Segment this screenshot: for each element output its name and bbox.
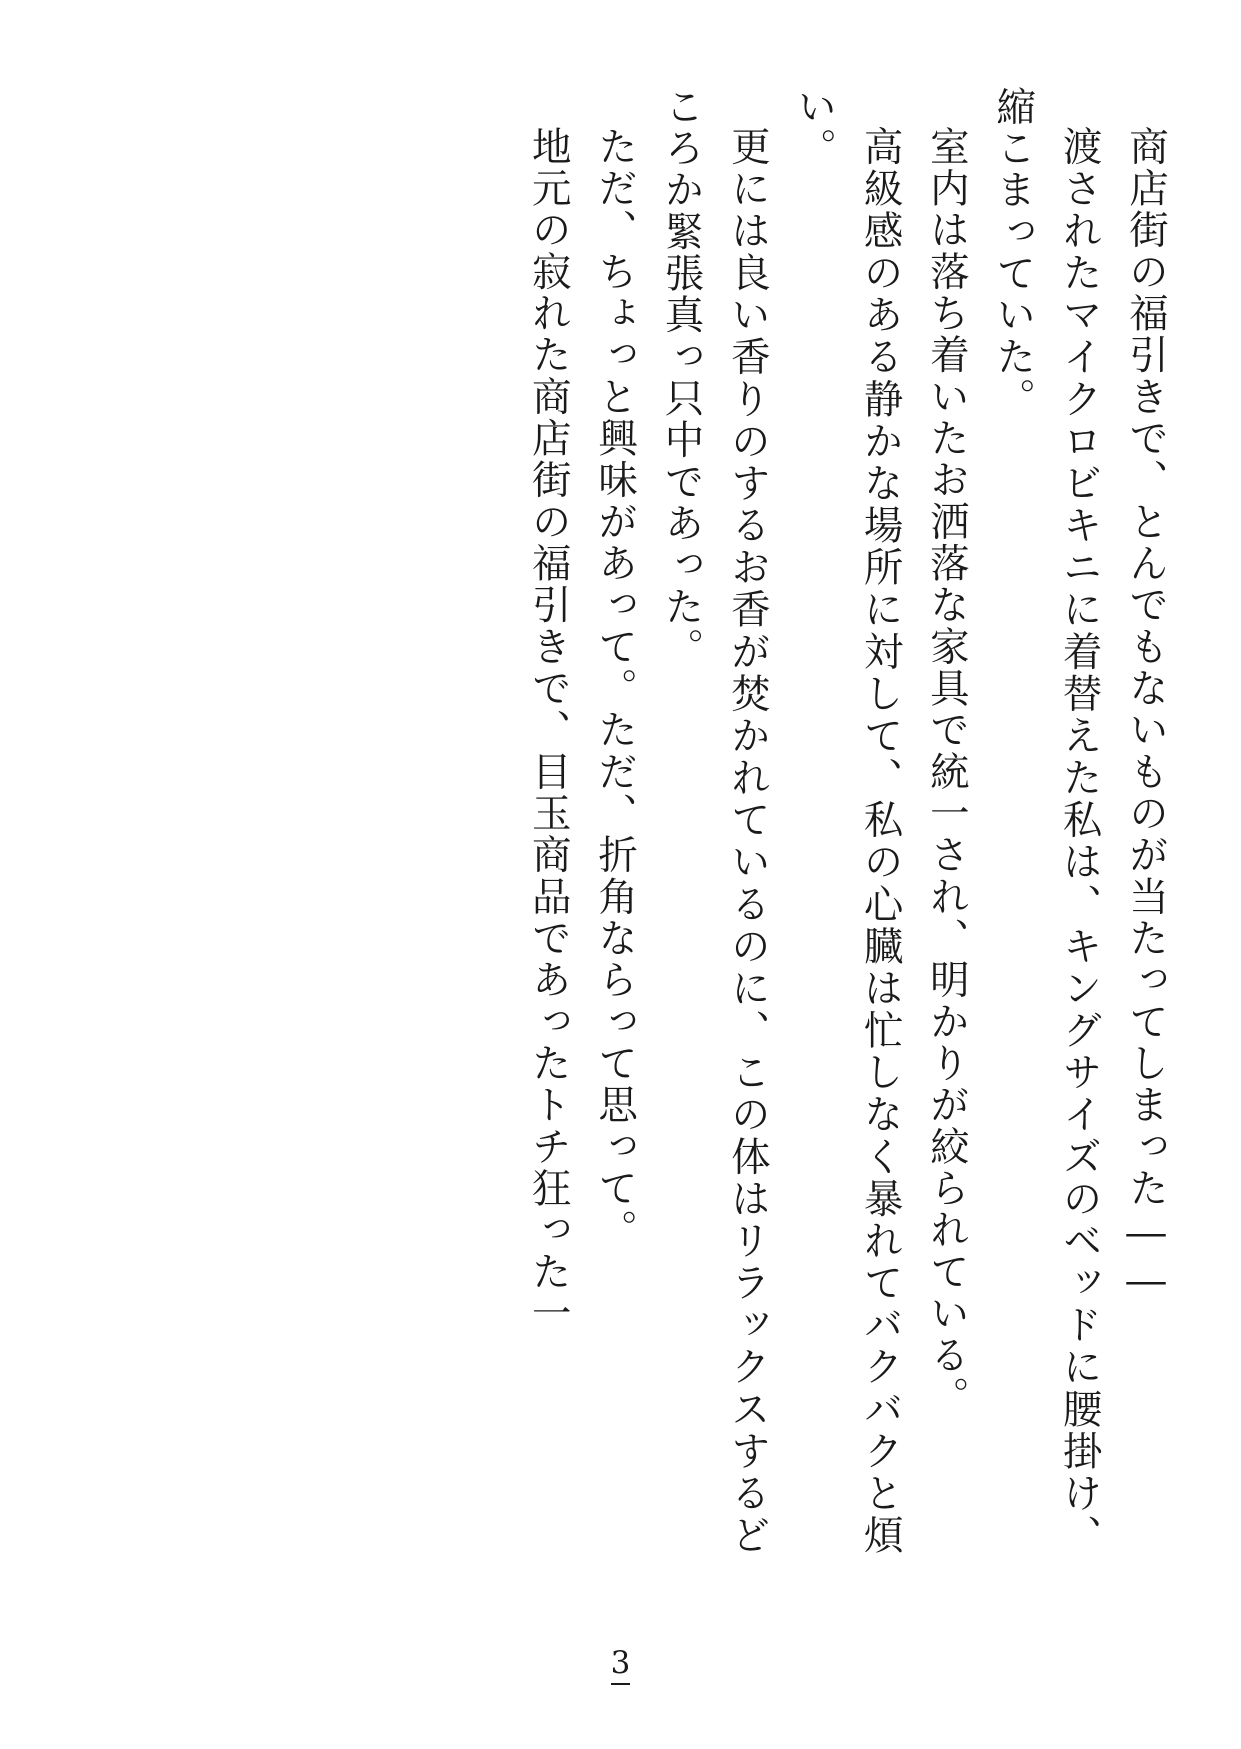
paragraph: 商店街の福引きで、とんでもないものが当たってしまった―― xyxy=(1123,125,1169,1306)
paragraph: 更には良い香りのするお香が焚かれているのに、この体はリラックスするどころか緊張真っ只中であった。 xyxy=(658,86,771,1556)
vertical-text-body xyxy=(179,86,1179,1556)
paragraph: 地元の寂れた商店街の福引きで、目玉商品であったトチ狂った一 xyxy=(525,125,572,1335)
paragraph: 高級感のある静かな場所に対して、私の心臓は忙しなく暴れてバクバクと煩い。 xyxy=(791,86,904,1556)
page-number xyxy=(0,1645,1241,1685)
paragraph: 渡されたマイクロビキニに着替えた私は、キングサイズのベッドに腰掛け、縮こまっていた。 xyxy=(990,86,1103,1556)
paragraph: ただ、ちょっと興味があって。ただ、折角ならって思って。 xyxy=(592,125,639,1251)
page-number-value: 3 xyxy=(611,1648,631,1685)
paragraph: 室内は落ち着いたお洒落な家具で統一され、明かりが絞られている。 xyxy=(923,125,970,1418)
